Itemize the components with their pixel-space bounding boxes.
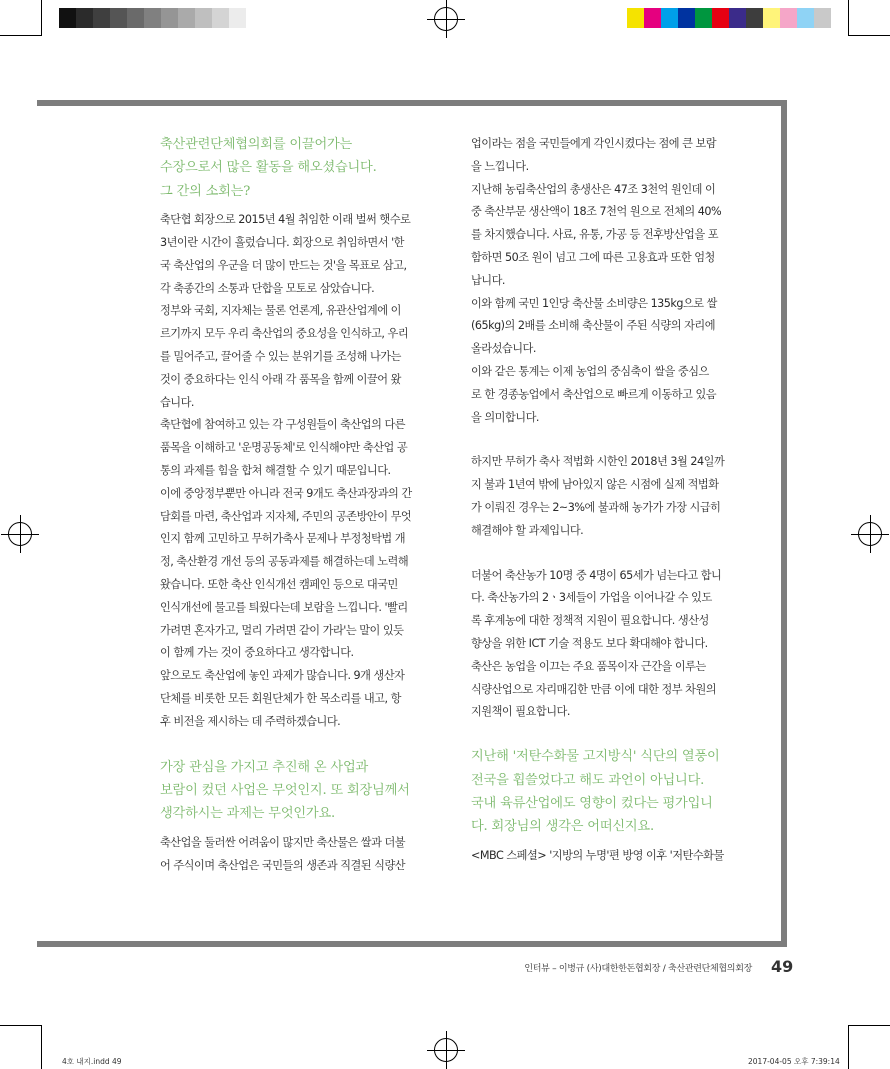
body-line: 것이 중요하다는 인식 아래 각 품목을 함께 이끌어 왔 <box>160 372 401 386</box>
body-line: 중 축산부문 생산액이 18조 7천억 원으로 전체의 40% <box>471 205 722 219</box>
slug-timestamp: 2017-04-05 오후 7:39:14 <box>748 1057 840 1066</box>
body-line: 정부와 국회, 지자체는 물론 언론계, 유관산업계에 이 <box>160 304 401 318</box>
body-line: 단체를 비롯한 모든 회원단체가 한 목소리를 내고, 항 <box>160 691 401 705</box>
color-swatch <box>695 8 712 28</box>
answer-body-1-paragraph-3 <box>471 565 753 725</box>
body-line: <MBC 스페셜> '지방의 누명'편 방영 이후 '저탄수화물 <box>471 848 724 862</box>
crop-mark <box>41 0 42 36</box>
question-line: 축산관련단체협의회를 이끌어가는 <box>160 137 353 152</box>
color-swatch <box>93 8 110 28</box>
body-line: 축산은 농업을 이끄는 주요 품목이자 근간을 이루는 <box>471 659 706 673</box>
body-line: 축산업을 둘러싼 어려움이 많지만 축산물은 쌀과 더불 <box>160 835 406 849</box>
answer-body-1-paragraph-2 <box>471 451 753 542</box>
body-line: 습니다. <box>160 395 194 409</box>
body-line: 을 의미합니다. <box>471 410 539 424</box>
body-line: 가려면 혼자가고, 멀리 가려면 같이 가라'는 말이 있듯 <box>160 623 404 637</box>
body-line: 업이라는 점을 국민들에게 각인시켰다는 점에 큰 보람 <box>471 137 717 150</box>
body-line: 더불어 축산농가 10명 중 4명이 65세가 넘는다고 합니 <box>471 568 722 582</box>
body-line: 지 불과 1년여 밖에 남아있지 않은 시점에 실제 적법화 <box>471 478 719 492</box>
color-swatch <box>195 8 212 28</box>
body-line: 향상을 위한 ICT 기술 적용도 보다 확대해야 합니다. <box>471 636 708 650</box>
question-line: 보람이 컸던 사업은 무엇인지. 또 회장님께서 <box>160 782 410 798</box>
body-line: 담회를 마련, 축산업과 지자체, 주민의 공존방안이 무엇 <box>160 509 412 523</box>
crop-mark <box>41 1025 42 1069</box>
body-line: 함하면 50조 원이 넘고 그에 따른 고용효과 또한 엄청 <box>471 250 715 264</box>
body-line: 이 함께 가는 것이 중요하다고 생각합니다. <box>160 646 354 660</box>
right-column <box>471 133 753 868</box>
question-heading-1 <box>160 133 442 203</box>
color-swatch <box>229 8 246 28</box>
body-line: 르기까지 모두 우리 축산업의 중요성을 인식하고, 우리 <box>160 327 409 341</box>
color-swatch <box>661 8 678 28</box>
body-line: 지난해 농림축산업의 총생산은 47조 3천억 원인데 이 <box>471 182 716 196</box>
body-line: 록 후계농에 대한 정책적 지원이 필요합니다. 생산성 <box>471 614 709 628</box>
crop-mark <box>0 35 42 36</box>
body-line: 이에 중앙정부뿐만 아니라 전국 9개도 축산과장과의 간 <box>160 486 412 500</box>
crop-mark <box>848 35 890 36</box>
question-line: 국내 육류산업에도 영향이 컸다는 평가입니 <box>471 795 713 811</box>
color-swatch <box>814 8 831 28</box>
question-line: 생각하시는 과제는 무엇인가요. <box>160 806 335 822</box>
body-line: 가 이뤄진 경우는 2~3%에 불과해 농가가 가장 시급히 <box>471 500 721 514</box>
question-line: 전국을 휩쓸었다고 해도 과언이 아닙니다. <box>471 772 705 788</box>
crop-mark <box>848 0 849 36</box>
body-line: 을 느낍니다. <box>471 159 529 173</box>
page-number: 49 <box>771 957 794 976</box>
body-line: 축단협에 참여하고 있는 각 구성원들이 축산업의 다른 <box>160 418 406 432</box>
body-line: 이와 같은 통계는 이제 농업의 중심축이 쌀을 중심으 <box>471 364 709 378</box>
color-swatch <box>212 8 229 28</box>
color-swatch <box>780 8 797 28</box>
body-line: 를 밀어주고, 끌어줄 수 있는 분위기를 조성해 나가는 <box>160 350 401 363</box>
color-swatch <box>161 8 178 28</box>
frame-right-rule <box>781 100 787 947</box>
body-line: 다. 축산농가의 2ㆍ3세들이 가업을 이어나갈 수 있도 <box>471 591 712 605</box>
color-swatch <box>178 8 195 28</box>
grayscale-color-bar <box>59 8 263 28</box>
crop-mark <box>0 1025 42 1026</box>
answer-body-3 <box>471 845 753 868</box>
crop-mark <box>848 1025 890 1026</box>
answer-body-1 <box>160 209 442 733</box>
body-line: 통의 과제를 힘을 합쳐 해결할 수 있기 때문입니다. <box>160 463 391 477</box>
question-line: 다. 회장님의 생각은 어떠신지요. <box>471 819 654 835</box>
frame-top-rule <box>37 100 787 106</box>
color-swatch <box>127 8 144 28</box>
body-line: 품목을 이해하고 '운명공동체'로 인식해야만 축산업 공 <box>160 441 408 455</box>
body-line: 납니다. <box>471 273 505 287</box>
body-line: 3년이란 시간이 흘렀습니다. 회장으로 취임하면서 '한 <box>160 236 404 250</box>
color-swatch <box>729 8 746 28</box>
color-swatch <box>763 8 780 28</box>
color-swatch <box>678 8 695 28</box>
question-line: 지난해 '저탄수화물 고지방식' 식단의 열풍이 <box>471 749 720 765</box>
color-swatch <box>144 8 161 28</box>
body-line: 하지만 무허가 축사 적법화 시한인 2018년 3월 24일까 <box>471 455 725 469</box>
body-line: 해결해야 할 과제입니다. <box>471 523 584 537</box>
color-swatch <box>627 8 644 28</box>
color-swatch <box>644 8 661 28</box>
process-color-bar <box>627 8 831 28</box>
question-heading-3 <box>471 745 753 839</box>
question-line: 수장으로서 많은 활동을 해오셨습니다. <box>160 160 377 176</box>
body-line: 를 차지했습니다. 사료, 유통, 가공 등 전후방산업을 포 <box>471 228 719 242</box>
body-line: 앞으로도 축산업에 놓인 과제가 많습니다. 9개 생산자 <box>160 669 405 683</box>
registration-mark <box>8 522 32 546</box>
frame-bottom-rule <box>37 941 787 947</box>
body-line: 왔습니다. 또한 축산 인식개선 캠페인 등으로 대국민 <box>160 577 398 591</box>
body-line: 이와 함께 국민 1인당 축산물 소비량은 135kg으로 쌀 <box>471 296 717 310</box>
body-line: 인식개선에 물고를 틔웠다는데 보람을 느낍니다. '빨리 <box>160 600 408 614</box>
body-line: 로 한 경종농업에서 축산업으로 빠르게 이동하고 있음 <box>471 387 717 401</box>
question-line: 그 간의 소회는? <box>160 183 251 199</box>
body-line: 후 비전을 제시하는 데 주력하겠습니다. <box>160 714 341 728</box>
slug-file-name: 4호 내지.indd 49 <box>62 1057 122 1066</box>
registration-mark <box>434 1038 458 1062</box>
answer-body-2 <box>160 832 442 878</box>
body-line: 지원책이 필요합니다. <box>471 705 570 719</box>
color-swatch <box>110 8 127 28</box>
color-swatch <box>712 8 729 28</box>
question-line: 가장 관심을 가지고 추진해 온 사업과 <box>160 759 369 775</box>
left-column <box>160 133 442 877</box>
body-line: 각 축종간의 소통과 단합을 모토로 삼았습니다. <box>160 281 375 295</box>
running-footer-title: 인터뷰 – 이병규 (사)대한한돈협회장 / 축산관련단체협의회장 <box>524 964 752 974</box>
color-swatch <box>59 8 76 28</box>
registration-mark <box>858 522 882 546</box>
body-line: 정, 축산환경 개선 등의 공동과제를 해결하는데 노력해 <box>160 555 409 569</box>
body-line: 올라섰습니다. <box>471 342 536 356</box>
body-line: 국 축산업의 우군을 더 많이 만드는 것'을 목표로 삼고, <box>160 258 407 272</box>
body-line: 식량산업으로 자리매김한 만큼 이에 대한 정부 차원의 <box>471 682 717 696</box>
answer-body-1-continued <box>471 133 753 429</box>
body-line: (65kg)의 2배를 소비해 축산물이 주된 식량의 자리에 <box>471 319 716 333</box>
color-swatch <box>746 8 763 28</box>
crop-mark <box>848 1025 849 1069</box>
registration-mark <box>434 7 458 31</box>
body-line: 축단협 회장으로 2015년 4월 취임한 이래 벌써 햇수로 <box>160 213 411 227</box>
question-heading-2 <box>160 756 442 826</box>
color-swatch <box>797 8 814 28</box>
color-swatch <box>246 8 263 28</box>
color-swatch <box>76 8 93 28</box>
body-line: 인지 함께 고민하고 무허가축사 문제나 부정청탁법 개 <box>160 532 406 546</box>
body-line: 어 주식이며 축산업은 국민들의 생존과 직결된 식량산 <box>160 858 406 872</box>
